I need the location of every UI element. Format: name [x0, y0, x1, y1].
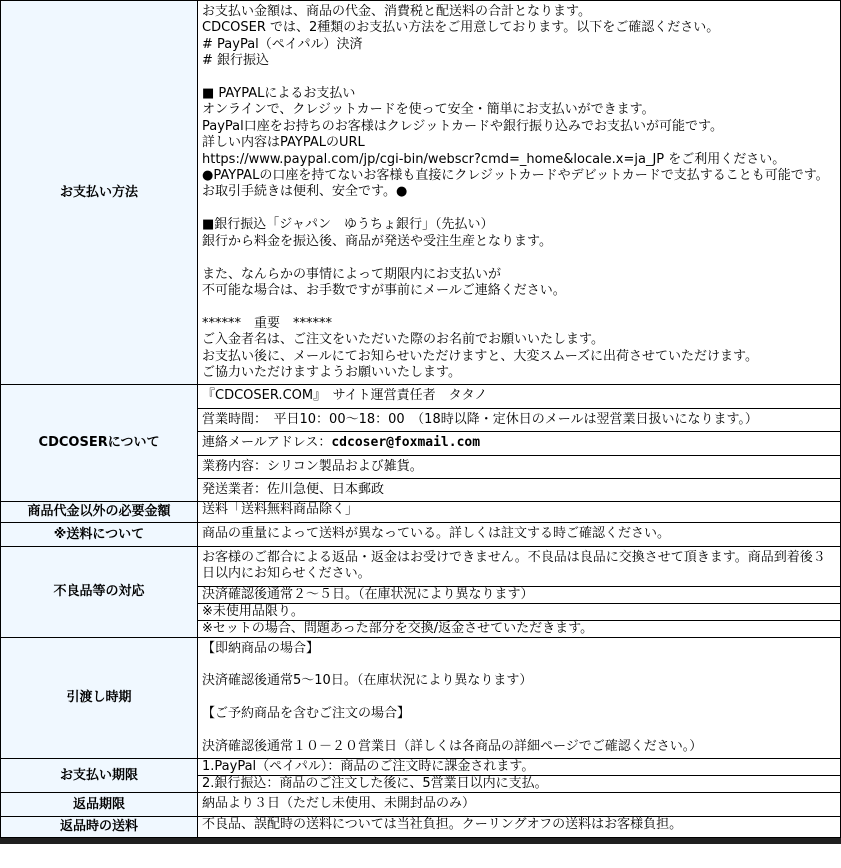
table-row-shipping-note [1, 523, 841, 546]
about-business-cell: 業務内容：シリコン製品および雑貨。 [198, 455, 841, 478]
defective-unused-cell: ※未使用品限り。 [198, 603, 841, 620]
text-line: お支払い金額は、商品の代金、消費税と配送料の合計となります。 [202, 4, 591, 19]
about-site-cell: 『CDCOSER.COM』 サイト運営責任者 タタノ [198, 385, 841, 408]
about-hours-cell: 営業時間： 平日10：00～18：00 （18時以降・定休日のメールは翌営業日扱いになります。） [198, 408, 841, 431]
text-line: ****** 重要 ****** [202, 315, 333, 331]
text-line: ■ PAYPALによるお支払い [202, 86, 356, 102]
row-header-return-shipping: 返品時の送料 [1, 816, 198, 837]
table-row-extra-fee [1, 502, 841, 523]
text-line: オンラインで、クレジットカードを使って安全・簡単にお支払いができます。 [202, 102, 655, 118]
text-line [202, 723, 836, 739]
text-line: 銀行から料金を振込後、商品が発送や受注生産となります。 [202, 233, 552, 249]
row-header-delivery: 引渡し時期 [1, 637, 198, 759]
defective-set-cell: ※セットの場合、問題あった部分を交換/返金させていただきます。 [198, 620, 841, 637]
text-line [202, 299, 836, 315]
text-line: # 銀行振込 [202, 53, 270, 69]
text-line [202, 657, 836, 673]
text-line: https://www.paypal.com/jp/cgi-bin/webscr?cmd=_home&locale.x=ja_JP をご利用ください。 [202, 151, 786, 167]
text-line [202, 70, 836, 86]
payment-deadline-paypal-cell: 1.PayPal（ペイパル）：商品のご注文時に課金されます。 [198, 759, 841, 776]
text-line [202, 201, 836, 217]
defective-policy-cell: お客様のご都合による返品・返金はお受けできません。不良品は良品に交換させて頂きます。商品到着後３日以内にお知らせください。 [198, 546, 841, 586]
text-line [202, 690, 836, 706]
defective-timing-cell: 決済確認後通常２～５日。（在庫状況により異なります） [198, 586, 841, 603]
row-header-payment-deadline: お支払い期限 [1, 759, 198, 793]
row-header-return-deadline: 返品期限 [1, 793, 198, 816]
row-content-return-shipping: 不良品、誤配時の送料については当社負担。クーリングオフの送料はお客様負担。 [198, 816, 841, 837]
row-header-payment-method: お支払い方法 [1, 1, 198, 385]
row-content-shipping-note: 商品の重量によって送料が異なっている。詳しくは註文する時ご確認ください。 [198, 523, 841, 546]
row-header-shipping-note: ※送料について [1, 523, 198, 546]
text-line: また、なんらかの事情によって期限内にお支払いが [202, 266, 502, 282]
text-line: ご入金者名は、ご注文をいただいた際のお名前でお願いいたします。 [202, 332, 604, 348]
about-email-cell [198, 432, 841, 455]
text-line: PayPal口座をお持ちのお客様はクレジットカードや銀行振り込みでお支払いが可能です。 [202, 118, 723, 134]
text-line: お支払い後に、メールにてお知らせいただけますと、大変スムーズに出荷させていただけます。 [202, 348, 759, 364]
payment-deadline-bank-cell: 2.銀行振込：商品のご注文した後に、5営業日以内に支払。 [198, 776, 841, 793]
table-row-return-deadline [1, 793, 841, 816]
table-row-about [1, 385, 841, 408]
row-content-extra-fee: 送料「送料無料商品除く」 [198, 502, 841, 523]
text-line: ご協力いただけますようお願いいたします。 [202, 364, 461, 380]
row-content-return-deadline: 納品より３日（ただし未使用、未開封品のみ） [198, 793, 841, 816]
text-line: 決済確認後通常１０－２０営業日（詳しくは各商品の詳細ページでご確認ください。） [202, 739, 703, 755]
contact-email-address: cdcoser@foxmail.com [331, 435, 481, 451]
text-line: 不可能な場合は、お手数ですが事前にメールご連絡ください。 [202, 282, 566, 298]
text-line: お取引手続きは便利、安全です。● [202, 184, 408, 200]
table-row-delivery [1, 637, 841, 759]
row-content-payment-method [198, 1, 841, 385]
text-line [202, 250, 836, 266]
text-line: 【ご予約商品を含むご注文の場合】 [202, 706, 411, 722]
table-row-defective [1, 546, 841, 586]
text-line: CDCOSER では、2種類のお支払い方法をご用意しております。以下をご確認ください。 [202, 20, 720, 36]
contact-email-label: 連絡メールアドレス： [202, 435, 332, 451]
bottom-edge-bar [0, 838, 841, 844]
table-row-payment [1, 1, 841, 385]
text-line: 【即納商品の場合】 [202, 640, 320, 656]
table-row-payment-deadline [1, 759, 841, 776]
table-row-return-shipping [1, 816, 841, 837]
about-shipper-cell: 発送業者：佐川急便、日本郵政 [198, 478, 841, 501]
row-content-delivery [198, 637, 841, 759]
text-line: ●PAYPALの口座を持てないお客様も直接にクレジットカードやデビットカードで支払することも可能です。 [202, 168, 829, 184]
row-header-extra-fee: 商品代金以外の必要金額 [1, 502, 198, 523]
text-line: # PayPal（ペイパル）決済 [202, 36, 363, 52]
text-line: 決済確認後通常5～10日。（在庫状況により異なります） [202, 673, 533, 689]
text-line: 詳しい内容はPAYPALのURL [202, 135, 365, 151]
row-header-about: CDCOSERについて [1, 385, 198, 502]
text-line: ■銀行振込「ジャパン ゆうちょ銀行」（先払い） [202, 217, 494, 233]
row-header-defective: 不良品等の対応 [1, 546, 198, 637]
